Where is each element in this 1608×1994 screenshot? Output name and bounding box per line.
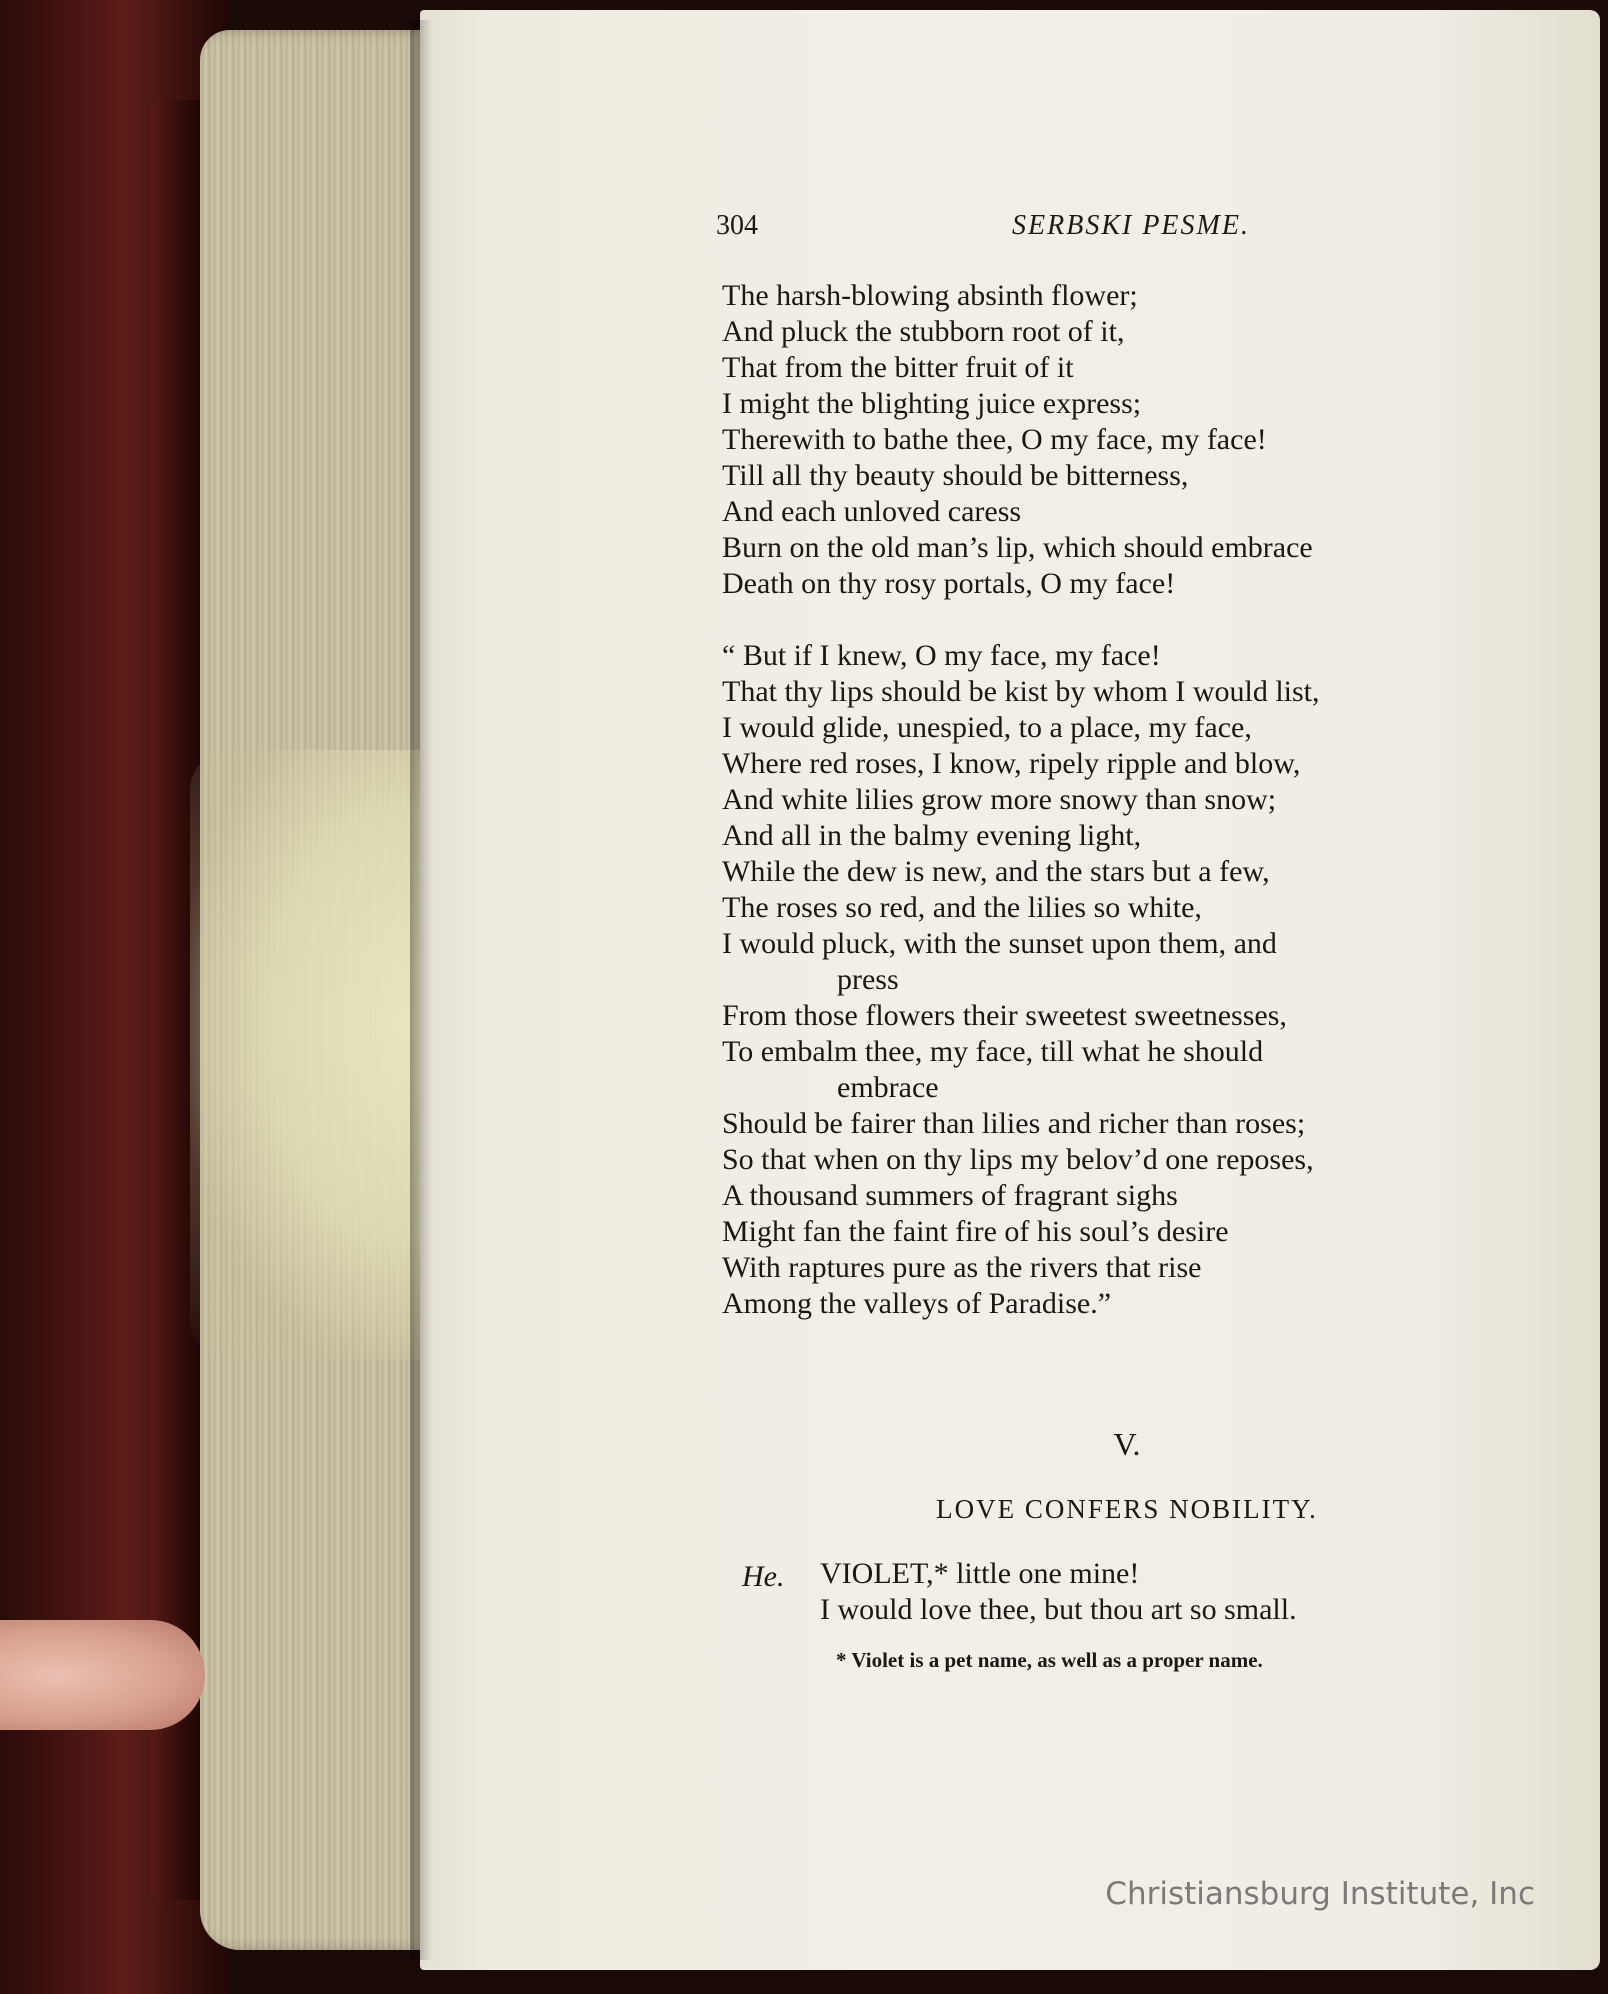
poem-line: Burn on the old man’s lip, which should embrace [722, 531, 1313, 564]
page-number: 304 [716, 210, 758, 241]
running-head [716, 210, 1546, 250]
gutter-shadow [410, 20, 432, 1960]
poem-line: And white lilies grow more snowy than snow; [722, 783, 1277, 816]
poem-line: The harsh-blowing absinth flower; [722, 279, 1138, 312]
poem-line: With raptures pure as the rivers that rise [722, 1251, 1202, 1284]
poem-line: To embalm thee, my face, till what he should [722, 1035, 1264, 1068]
poem-line: And each unloved caress [722, 495, 1022, 528]
poem-line: Among the valleys of Paradise.” [722, 1287, 1112, 1320]
poem-line: Till all thy beauty should be bitterness, [722, 459, 1189, 492]
poem-line-continuation: embrace [837, 1071, 939, 1104]
footnote: * Violet is a pet name, as well as a proper name. [836, 1648, 1263, 1672]
poem-line: The roses so red, and the lilies so white, [722, 891, 1202, 924]
poem-line: I might the blighting juice express; [722, 387, 1142, 420]
poem-line: Where red roses, I know, ripely ripple and blow, [722, 747, 1301, 780]
poem-line: That thy lips should be kist by whom I would list, [722, 675, 1320, 708]
poem-line: That from the bitter fruit of it [722, 351, 1074, 384]
poem-line: And all in the balmy evening light, [722, 819, 1142, 852]
speaker-label: He. [742, 1560, 785, 1593]
poem-line-continuation: press [837, 963, 899, 996]
poem-line: From those flowers their sweetest sweetnesses, [722, 999, 1287, 1032]
poem-line: And pluck the stubborn root of it, [722, 315, 1125, 348]
running-title: SERBSKI PESME. [1012, 210, 1250, 241]
poem-line: I would glide, unespied, to a place, my face, [722, 711, 1252, 744]
dialogue [820, 1556, 1520, 1628]
stanza-1 [722, 278, 1532, 602]
thumb [0, 1620, 205, 1730]
poem-line: While the dew is new, and the stars but a few, [722, 855, 1270, 888]
poem-line: Death on thy rosy portals, O my face! [722, 567, 1176, 600]
poem-line: I would pluck, with the sunset upon them, and [722, 927, 1277, 960]
dialogue-line: I would love thee, but thou art so small. [820, 1593, 1297, 1626]
section-title: LOVE CONFERS NOBILITY. [936, 1494, 1318, 1524]
dialogue-line: VIOLET,* little one mine! [820, 1557, 1140, 1590]
section-number: V. [1113, 1426, 1141, 1462]
poem-line: “ But if I knew, O my face, my face! [722, 639, 1161, 672]
watermark: Christiansburg Institute, Inc [1105, 1876, 1535, 1912]
poem-line: A thousand summers of fragrant sighs [722, 1179, 1178, 1212]
stanza-2 [722, 638, 1532, 1322]
poem-line: So that when on thy lips my belov’d one reposes, [722, 1143, 1314, 1176]
poem-line: Should be fairer than lilies and richer than roses; [722, 1107, 1306, 1140]
poem-line: Therewith to bathe thee, O my face, my face! [722, 423, 1267, 456]
poem-line: Might fan the faint fire of his soul’s desire [722, 1215, 1229, 1248]
